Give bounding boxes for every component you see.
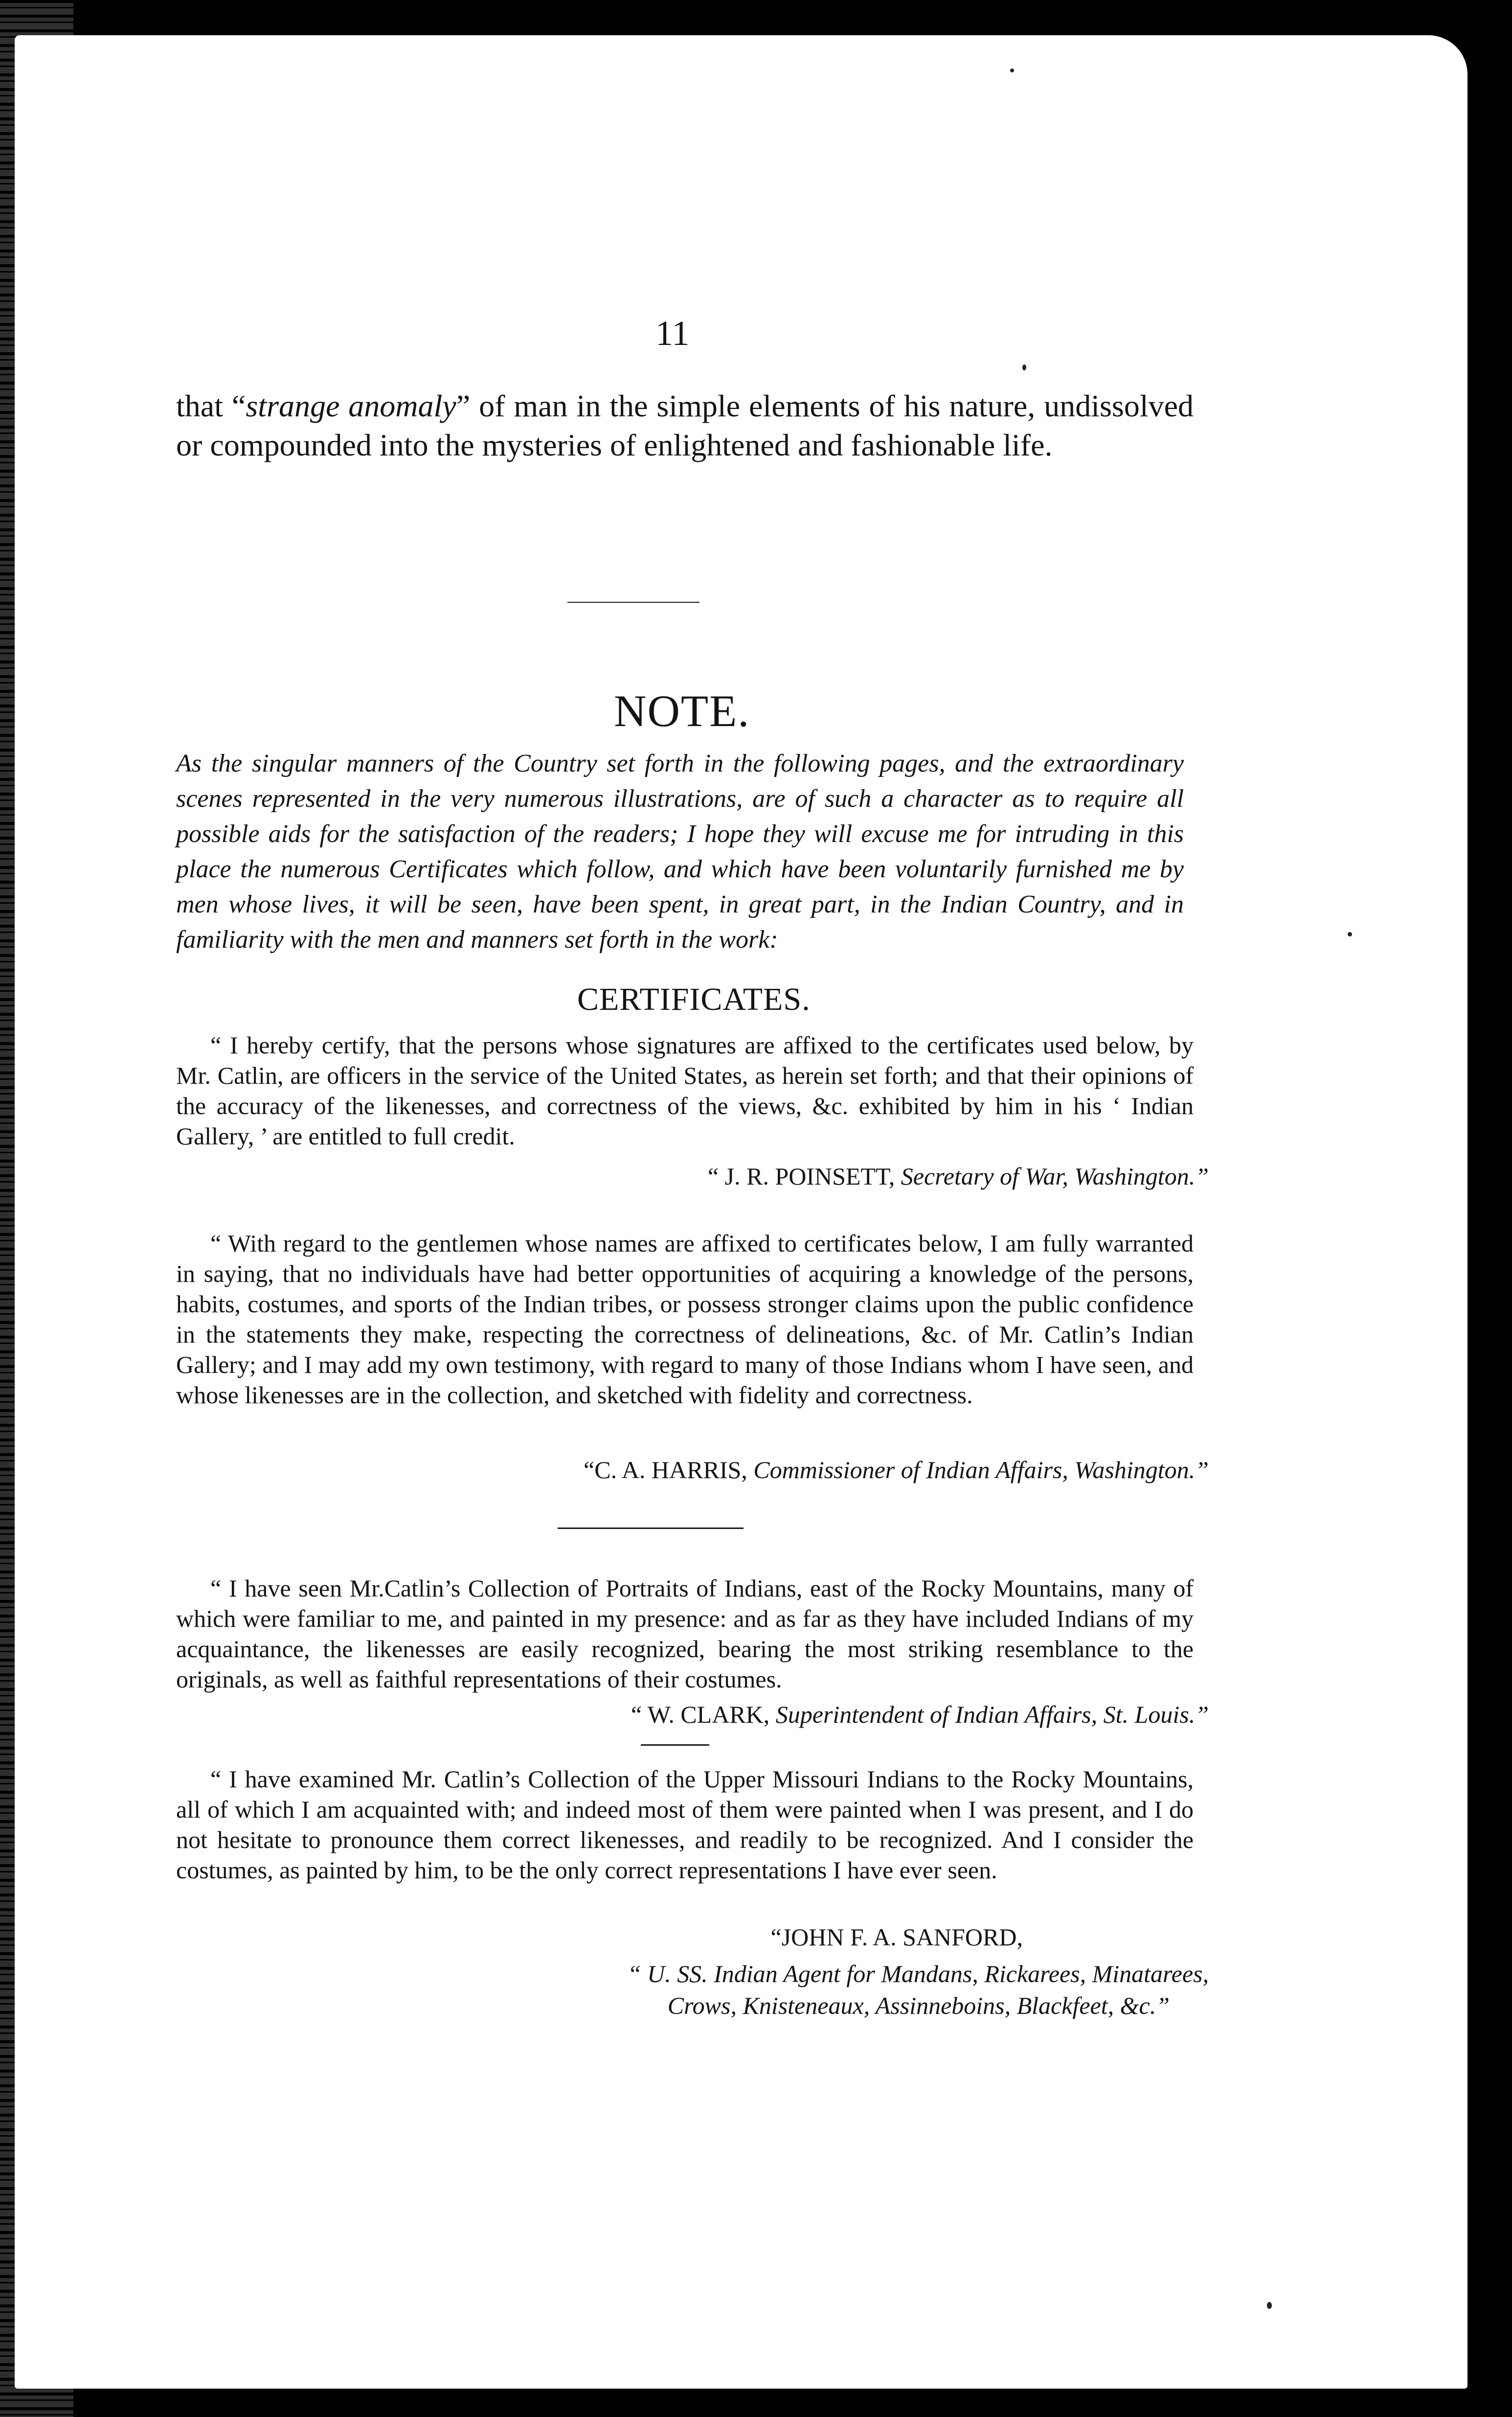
certificate-4-signature-name: “JOHN F. A. SANFORD, (770, 1923, 1023, 1951)
opening-rest: ” of man in the simple elements of his nature, undissolved or compounded into the mysteries of enlightened and fashionable life. (176, 388, 1194, 462)
note-paragraph: As the singular manners of the Country set forth in the following pages, and the extraordinary scenes represented in the very numerous illustrations, are of such a character as to require all possible aids for the satisfaction of the readers; I hope they will excuse me for intruding in this place the numerous Certificates which follow, and which have been voluntarily furnished me by men whose lives, it will be seen, have been spent, in great part, in the Indian Country, and in familiarity with the men and manners set forth in the work: (176, 750, 1184, 954)
certificate-4-title-line-2: Crows, Knisteneaux, Assinneboins, Blackfeet, &c.” (667, 1992, 1170, 2019)
certificate-1-text: “ I hereby certify, that the persons whose signatures are affixed to the certificates used below, by Mr. Catlin, are officers in the service of the United States, as herein set forth; and that their opinions of the accuracy of the likenesses, and correctness of the views, &c. exhibited by him in his ‘ Indian Gallery, ’ are entitled to full credit. (176, 1031, 1194, 1150)
certificate-3-signature (631, 1700, 1209, 1729)
opening-emphasis: strange anomaly (246, 388, 456, 423)
certificate-3-text: “ I have seen Mr.Catlin’s Collection of Portraits of Indians, east of the Rocky Mountains, many of which were familiar to me, and painted in my presence: and as far as they have included Indians of my acquaintance, the likenesses are easily recognized, bearing the most striking resemblance to the originals, as well as faithful representations of their costumes. (176, 1574, 1194, 1693)
certificate-2-signature (584, 1456, 1209, 1484)
ink-speck (1010, 68, 1014, 72)
certificates-heading: CERTIFICATES. (577, 981, 811, 1017)
opening-paragraph (176, 387, 1194, 465)
certificate-3-title: Superintendent of Indian Affairs, St. Louis.” (775, 1701, 1209, 1728)
opening-quote-open: that “ (176, 388, 246, 423)
page-number: 11 (655, 314, 690, 353)
signature-divider (641, 1744, 709, 1746)
certificate-4-signature-title-2 (668, 1991, 1170, 2020)
note-heading: NOTE. (614, 686, 750, 736)
certificate-2-title: Commissioner of Indian Affairs, Washington.” (753, 1456, 1209, 1483)
ink-speck (1022, 365, 1026, 370)
ink-speck (1348, 932, 1352, 936)
certificate-1-name: “ J. R. POINSETT, (707, 1163, 895, 1190)
certificate-1-signature (708, 1162, 1209, 1190)
certificate-2-text: “ With regard to the gentlemen whose names are affixed to certificates below, I am fully warranted in saying, that no individuals have had better opportunities of acquiring a knowledge of the persons, habits, costumes, and sports of the Indian tribes, or possess stronger claims upon the public confidence in the statements they make, respecting the correctness of delineations, &c. of Mr. Catlin’s Indian Gallery; and I may add my own testimony, with regard to many of those Indians whom I have seen, and whose likenesses are in the collection, and sketched with fidelity and correctness. (176, 1230, 1194, 1409)
certificate-4-text: “ I have examined Mr. Catlin’s Collection of the Upper Missouri Indians to the Rocky Mountains, all of which I am acquainted with; and indeed most of them were painted when I was present, and I do not hesitate to pronounce them correct likenesses, and readily to be recognized. And I consider the costumes, as painted by him, to be the only correct representations I have ever seen. (176, 1765, 1194, 1884)
ink-speck (1267, 2302, 1272, 2309)
certificate-2-name: “C. A. HARRIS, (584, 1456, 747, 1483)
certificate-4-signature-title-1 (628, 1960, 1209, 1988)
certificate-1-title: Secretary of War, Washington.” (901, 1163, 1209, 1190)
certificate-divider (558, 1528, 744, 1529)
certificate-3-name: “ W. CLARK, (631, 1701, 770, 1728)
section-divider-top (567, 602, 700, 603)
certificate-4-title-line-1: “ U. SS. Indian Agent for Mandans, Rickarees, Minatarees, (627, 1960, 1209, 1987)
